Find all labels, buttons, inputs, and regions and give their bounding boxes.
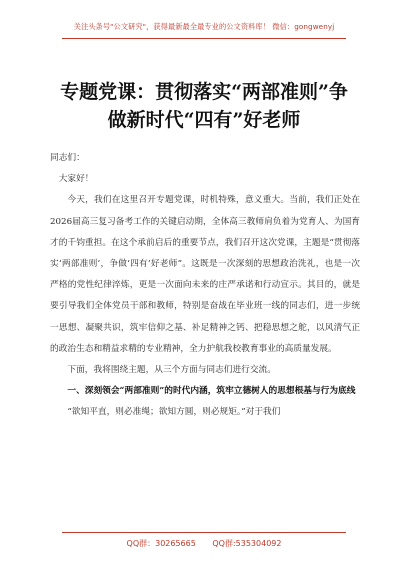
paragraph-intro: 今天，我们在这里召开专题党课，时机特殊，意义重大。当前，我们正处在2026届高三复习备考工作的关键启动期，全体高三教师肩负着为党育人、为国育才的千钧重担。在这个承前启后的重要节点，我们召开这次党课，主题是“贯彻落实‘两部准则’，争做‘四有’好老师”。这既是一次深刻的思想政治洗礼，也是一次严格的党性纪律淬炼，更是一次面向未来的庄严承诺和行动宣示。其目的，就是要引导我们全体党员干部和教师，特别是奋战在毕业班一线的同志们，进一步统一思想、凝聚共识，筑牢信仰之基、补足精神之钙、把稳思想之舵，以风清气正的政治生态和精益求精的专业精神，全力护航我校教育事业的高质量发展。: [50, 195, 360, 354]
footer-divider: [62, 532, 346, 533]
paragraph-quote: “欲知平直，则必准绳；欲知方圆，则必规矩。”对于我们: [67, 407, 281, 418]
document-body: [50, 148, 360, 424]
section-heading-1: 一、深刻领会“两部准则”的时代内涵，筑牢立德树人的思想根基与行为底线: [67, 386, 356, 397]
title-line-1: 专题党课：贯彻落实“两部准则”争: [60, 81, 348, 103]
greeting: 大家好！: [58, 174, 94, 185]
header-divider: [62, 38, 346, 39]
footer-qq-group-1: QQ群：30265665: [126, 539, 196, 548]
paragraph-outline: 下面，我将围绕主题，从三个方面与同志们进行交流。: [67, 365, 276, 376]
header-note: 关注头条号"公文研究"，获得最新最全最专业的公文资料库！ 微信：gongwenyj: [73, 22, 335, 31]
salutation: 同志们：: [50, 153, 85, 163]
title-line-2: 做新时代“四有”好老师: [107, 109, 301, 131]
footer-qq-group-2: QQ群:535304092: [212, 539, 282, 548]
footer-note: [0, 538, 408, 549]
document-title: [40, 78, 368, 134]
